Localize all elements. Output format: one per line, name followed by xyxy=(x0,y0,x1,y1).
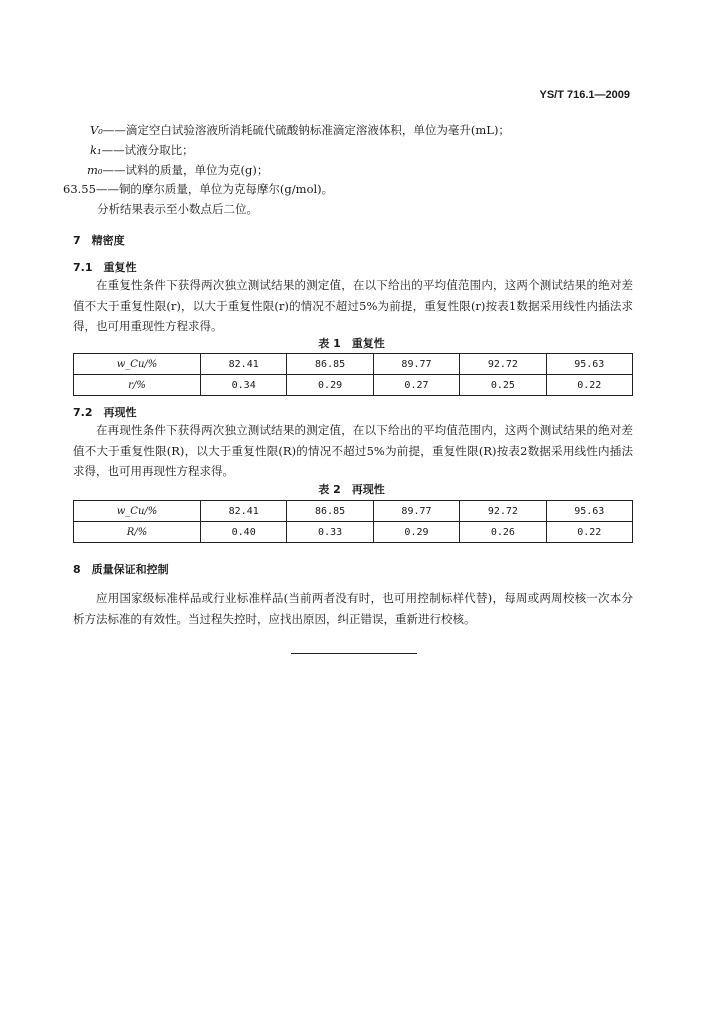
table-cell: w_Cu/% xyxy=(74,354,201,375)
table-row xyxy=(74,354,633,375)
table-cell: 0.40 xyxy=(201,522,287,543)
definition-symbol: V₀ xyxy=(90,123,103,137)
table-row xyxy=(74,375,633,396)
table-cell: 0.29 xyxy=(287,375,373,396)
table-cell: 82.41 xyxy=(201,354,287,375)
table-cell: 82.41 xyxy=(201,501,287,522)
section-7-heading: 7 精密度 xyxy=(73,234,125,247)
result-note: 分析结果表示至小数点后二位。 xyxy=(97,202,258,216)
table-1 xyxy=(73,353,633,396)
table-cell: 0.22 xyxy=(546,375,632,396)
table-row xyxy=(74,522,633,543)
table-cell: 0.25 xyxy=(460,375,546,396)
section-8-heading: 8 质量保证和控制 xyxy=(73,563,169,576)
section-7-2-paragraph: 在再现性条件下获得两次独立测试结果的测定值，在以下给出的平均值范围内，这两个测试结果的绝对差值不大于重复性限(R)，以大于重复性限(R)的情况不超过5%为前提，重复性限(R)按表2数据采用线性内插法求得，也可用再现性方程求得。 xyxy=(73,423,633,478)
table-cell: 0.26 xyxy=(460,522,546,543)
definition-k1 xyxy=(90,140,194,160)
table-cell: 0.34 xyxy=(201,375,287,396)
table-cell: 86.85 xyxy=(287,354,373,375)
table-cell: 92.72 xyxy=(460,501,546,522)
table-cell: 0.22 xyxy=(546,522,632,543)
table-cell: 89.77 xyxy=(373,501,459,522)
table-cell: r/% xyxy=(74,375,201,396)
definition-symbol: m₀ xyxy=(87,163,103,177)
table-cell: 92.72 xyxy=(460,354,546,375)
table-cell: w_Cu/% xyxy=(74,501,201,522)
definition-text: ——滴定空白试验溶液所消耗硫代硫酸钠标准滴定溶液体积，单位为毫升(mL)； xyxy=(102,123,510,137)
table-cell: 86.85 xyxy=(287,501,373,522)
document-code: YS/T 716.1—2009 xyxy=(539,89,630,101)
definition-text: ——试液分取比； xyxy=(101,143,194,157)
table-cell: 95.63 xyxy=(546,354,632,375)
table-1-caption: 表 1 重复性 xyxy=(318,337,385,350)
section-7-1-heading: 7.1 重复性 xyxy=(73,261,137,274)
table-cell: 0.33 xyxy=(287,522,373,543)
section-8-paragraph: 应用国家级标准样品或行业标准样品(当前两者没有时，也可用控制标样代替)，每周或两周校核一次本分析方法标准的有效性。当过程失控时，应找出原因，纠正错误，重新进行校核。 xyxy=(73,591,633,626)
definition-molar-mass xyxy=(63,179,333,199)
table-cell: 89.77 xyxy=(373,354,459,375)
definition-text: ——试料的质量，单位为克(g)； xyxy=(102,163,269,177)
definition-symbol: 63.55 xyxy=(63,182,96,196)
table-cell: 0.27 xyxy=(373,375,459,396)
table-2 xyxy=(73,500,633,543)
definition-m0 xyxy=(87,160,268,180)
table-cell: 0.29 xyxy=(373,522,459,543)
table-cell: 95.63 xyxy=(546,501,632,522)
table-2-caption: 表 2 再现性 xyxy=(318,483,385,496)
section-7-1-paragraph: 在重复性条件下获得两次独立测试结果的测定值，在以下给出的平均值范围内，这两个测试结果的绝对差值不大于重复性限(r)，以大于重复性限(r)的情况不超过5%为前提，重复性限(r)按表1数据采用线性内插法求得，也可用重现性方程求得。 xyxy=(73,278,633,333)
end-rule xyxy=(291,653,417,654)
definition-text: ——铜的摩尔质量，单位为克每摩尔(g/mol)。 xyxy=(95,182,334,196)
definition-symbol: k₁ xyxy=(90,143,102,157)
table-cell: R/% xyxy=(74,522,201,543)
table-row xyxy=(74,501,633,522)
definition-v0 xyxy=(90,120,510,140)
section-7-2-heading: 7.2 再现性 xyxy=(73,406,137,419)
